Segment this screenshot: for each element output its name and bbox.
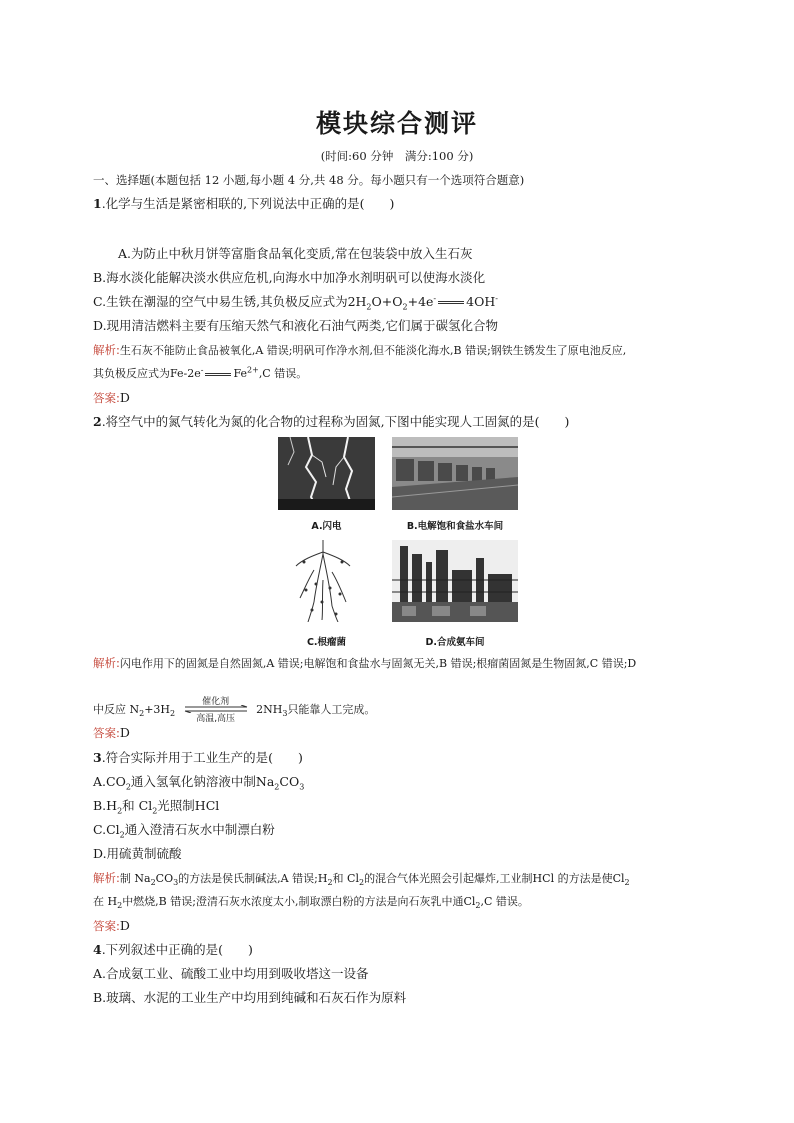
question-number: 2: [93, 414, 102, 429]
figure-a-caption: A.闪电: [311, 521, 342, 532]
q2-explanation-line-1: 解析:闪电作用下的固氮是自然固氮,A 错误;电解饱和食盐水与固氮无关,B 错误;根瘤菌固氮是生物固氮,C 错误;D: [93, 656, 637, 670]
q4-option-a: A.合成氨工业、硫酸工业中均用到吸收塔这一设备: [93, 966, 369, 981]
root-nodule-drawing: [292, 540, 354, 622]
q3-option-b: $B.H_2$和 $Cl_2$光照制HCl: [93, 798, 220, 816]
q1-option-b: B.海水淡化能解决淡水供应危机,向海水中加净水剂明矾可以使海水淡化: [93, 270, 486, 285]
electrolysis-workshop-photo: [392, 437, 518, 510]
question-4-stem: [93, 942, 253, 958]
explanation-label: 解析:: [93, 656, 120, 670]
q1-answer: 答案:D: [93, 390, 130, 405]
question-text: .符合实际并用于工业生产的是( ): [101, 750, 303, 765]
reaction-condition: 催化剂 高温,高压: [183, 698, 249, 722]
ammonia-plant-photo: [392, 540, 518, 622]
answer-label: 答案:: [93, 726, 120, 740]
question-3-stem: [93, 750, 303, 766]
q2-answer: 答案:D: [93, 725, 130, 740]
q3-explanation-line-1: 解析:制 $Na_2CO_3$的方法是侯氏制碱法,A 错误$;H_2$和 $Cl_2$的混合气体光照会引起爆炸,工业制HCl 的方法是使$Cl_2$: [93, 871, 630, 888]
q4-option-b: B.玻璃、水泥的工业生产中均用到纯碱和石灰石作为原料: [93, 990, 407, 1005]
q1-option-d: D.现用清洁燃料主要有压缩天然气和液化石油气两类,它们属于碳氢化合物: [93, 318, 499, 333]
question-number: 3: [93, 750, 102, 765]
question-text: .将空气中的氮气转化为氮的化合物的过程称为固氮,下图中能实现人工固氮的是( ): [101, 414, 570, 429]
question-text: .下列叙述中正确的是( ): [101, 942, 253, 957]
lightning-photo: [278, 437, 375, 510]
equals-sign: [438, 301, 464, 304]
question-number: 1: [93, 196, 102, 211]
page-title: 模块综合测评: [315, 109, 478, 138]
q3-answer: 答案:D: [93, 918, 130, 933]
question-1-stem: [93, 196, 394, 212]
q1-explanation-line-1: 解析:生石灰不能防止食品被氧化,A 错误;明矾可作净水剂,但不能淡化海水,B 错误;钢铁生锈发生了原电池反应,: [93, 343, 627, 357]
q3-option-a: $A.CO_2$通入氢氧化钠溶液中制$Na_2CO_3$: [93, 774, 305, 792]
answer-label: 答案:: [93, 919, 120, 933]
page-subtitle: (时间:60 分钟 满分:100 分): [320, 149, 474, 163]
question-number: 4: [93, 942, 102, 957]
q1-option-c: C.生铁在潮湿的空气中易生锈,其负极反应式为$2H_2O+O_2+4e^-$ 4OH-: [93, 293, 498, 312]
answer-label: 答案:: [93, 391, 120, 405]
equals-sign: [205, 373, 231, 376]
figure-b-caption: B.电解饱和食盐水车间: [406, 521, 504, 532]
q3-explanation-line-2: 在 $H_2$中燃烧,B 错误;澄清石灰水浓度太小,制取漂白粉的方法是向石灰乳中通$Cl_2,C$ 错误。: [93, 895, 529, 911]
section-heading: 一、选择题(本题包括 12 小题,每小题 4 分,共 48 分。每小题只有一个选项符合题意): [93, 173, 525, 187]
q3-option-d: D.用硫黄制硫酸: [93, 846, 182, 861]
explanation-label: 解析:: [93, 871, 120, 885]
explanation-label: 解析:: [93, 343, 120, 357]
question-text: .化学与生活是紧密相联的,下列说法中正确的是( ): [101, 196, 395, 211]
q1-option-a: A.为防止中秋月饼等富脂食品氧化变质,常在包装袋中放入生石灰: [118, 246, 473, 261]
figure-d-caption: D.合成氨车间: [425, 637, 485, 648]
q3-option-c: $C.Cl_2$通入澄清石灰水中制漂白粉: [93, 822, 275, 840]
question-2-stem: [93, 414, 569, 430]
q2-explanation-line-2: 中反应 $N_2+3H_2$ 催化剂 高温,高压 $2NH_3$只能靠人工完成。: [93, 697, 376, 724]
q1-explanation-line-2: 其负极反应式为Fe-2e- $Fe^{2+},C$ 错误。: [93, 365, 308, 380]
figure-c-caption: C.根瘤菌: [306, 637, 347, 648]
